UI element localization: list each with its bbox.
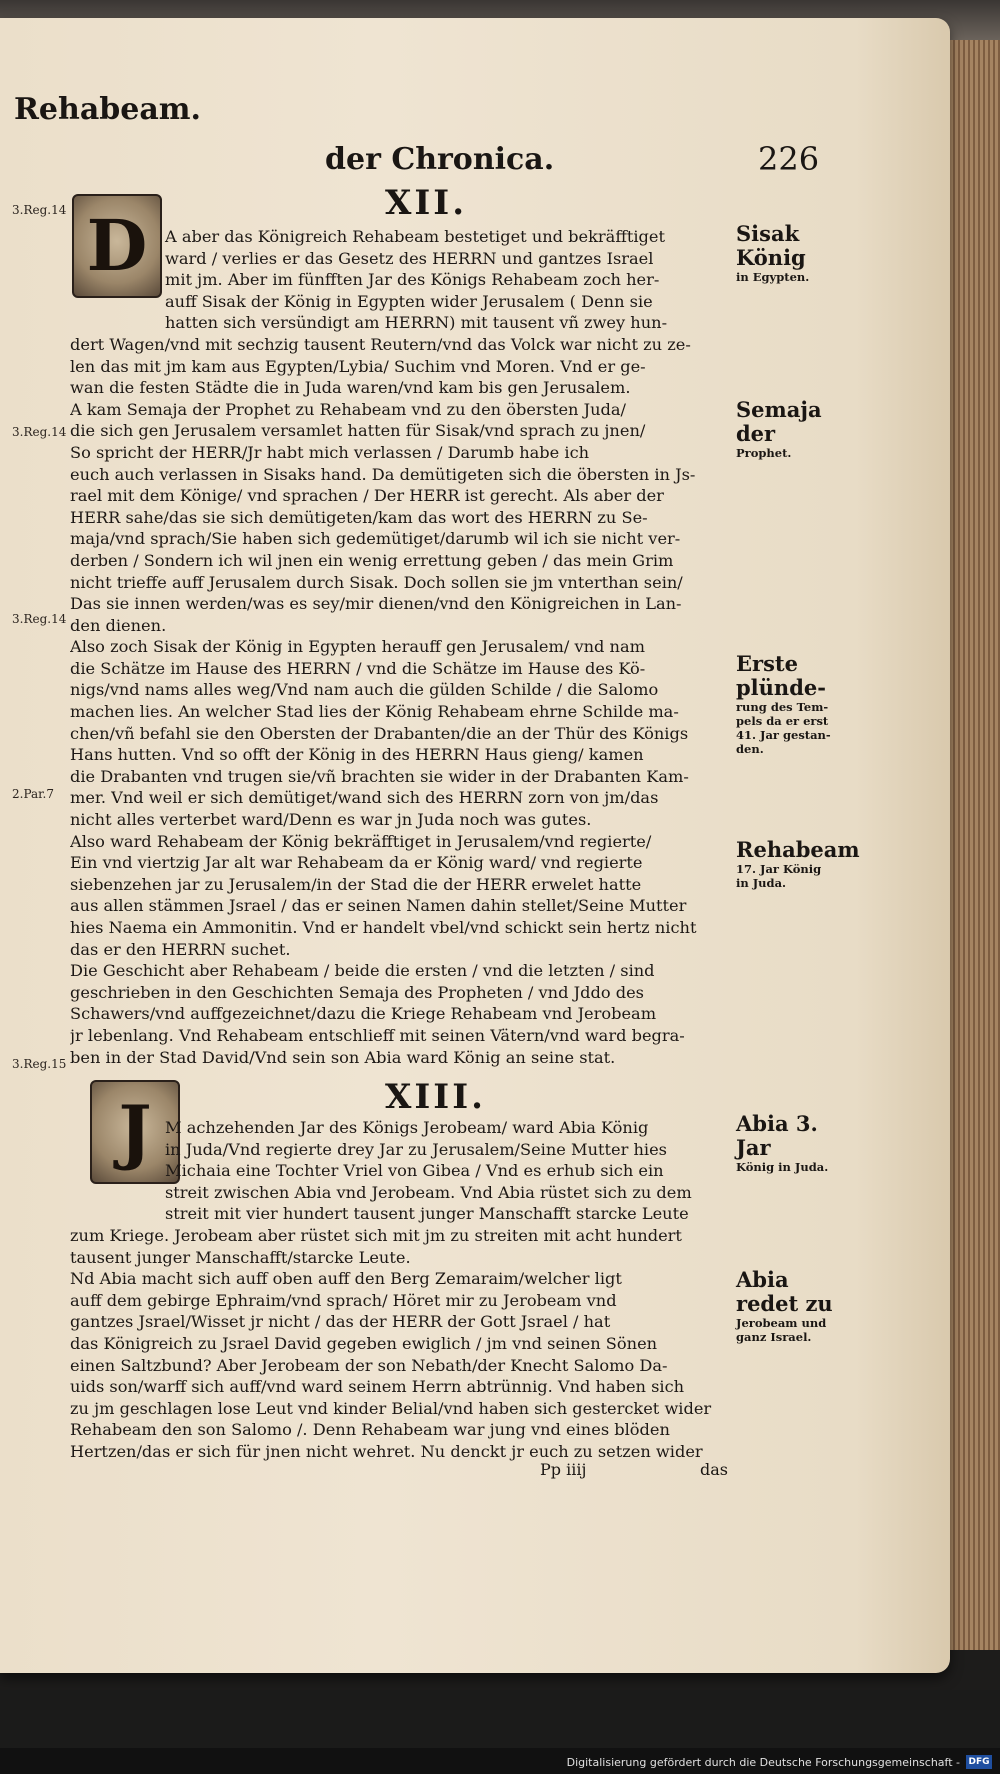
text-line: nicht alles verterbet ward/Denn es war jn Juda noch was gutes. (70, 810, 592, 830)
text-line: ward / verlies er das Gesetz des HERRN und gantzes Israel (165, 248, 654, 268)
gloss-sub: 17. Jar König in Juda. (736, 862, 822, 890)
text-line: auff dem gebirge Ephraim/vnd sprach/ Höret mir zu Jerobeam vnd (70, 1290, 617, 1310)
chapter-xiii-text (70, 1117, 735, 1463)
gloss-title: Semaja der (736, 397, 822, 446)
text-line: die Schätze im Hause des HERRN / vnd die Schätze im Hause des Kö- (70, 658, 646, 678)
signature-mark: Pp iiij (540, 1460, 587, 1479)
chapter-heading-xii: XII. (385, 183, 468, 223)
text-line: die Drabanten vnd trugen sie/vñ brachten sie wider in der Drabanten Kam- (70, 766, 689, 786)
margin-gloss-sisak (736, 222, 856, 284)
text-line: hies Naema ein Ammonitin. Vnd er handelt vbel/vnd schickt sein hertz nicht (70, 918, 697, 937)
gloss-sub: Jerobeam und ganz Israel. (736, 1316, 827, 1344)
margin-gloss-pluenderung (736, 652, 856, 756)
text-line: Also zoch Sisak der König in Egypten herauff gen Jerusalem/ vnd nam (70, 637, 645, 657)
gloss-title: Abia redet zu (736, 1267, 833, 1316)
text-line: streit zwischen Abia vnd Jerobeam. Vnd Abia rüstet sich zu dem (165, 1182, 692, 1202)
text-line: HERR sahe/das sie sich demütigeten/kam das wort des HERRN zu Se- (70, 507, 648, 527)
margin-ref-5: 3.Reg.15 (12, 1057, 67, 1071)
text-line: maja/vnd sprach/Sie haben sich gedemütiget/darumb wil ich sie nicht ver- (70, 529, 681, 549)
gloss-title: Rehabeam (736, 837, 860, 862)
text-line: Hans hutten. Vnd so offt der König in des HERRN Haus gieng/ kamen (70, 745, 644, 765)
text-line: zum Kriege. Jerobeam aber rüstet sich mit jm zu streiten mit acht hundert (70, 1225, 682, 1245)
margin-ref-1: 3.Reg.14 (12, 203, 67, 217)
text-line: geschrieben in den Geschichten Semaja des Propheten / vnd Jddo des (70, 982, 644, 1002)
text-line: den dienen. (70, 615, 167, 635)
gloss-title: Erste plünde- (736, 651, 826, 700)
text-line: M achzehenden Jar des Königs Jerobeam/ ward Abia König (165, 1118, 649, 1137)
margin-gloss-abia (736, 1112, 856, 1174)
margin-ref-2: 3.Reg.14 (12, 425, 67, 439)
text-line: das Königreich zu Jsrael David gegeben ewiglich / jm vnd seinen Sönen (70, 1333, 658, 1353)
text-line: streit mit vier hundert tausent junger Manschafft starcke Leute (165, 1204, 689, 1224)
footer-credit: Digitalisierung gefördert durch die Deutsche Forschungsgemeinschaft - (566, 1756, 960, 1769)
gloss-title: Sisak König (736, 221, 806, 270)
page-number: 226 (758, 140, 820, 178)
text-line: Die Geschicht aber Rehabeam / beide die ersten / vnd die letzten / sind (70, 961, 655, 981)
gloss-sub: Prophet. (736, 446, 792, 460)
text-line: machen lies. An welcher Stad lies der König Rehabeam ehrne Schilde ma- (70, 702, 679, 722)
margin-gloss-semaja (736, 398, 856, 460)
text-line: derben / Sondern ich wil jnen ein wenig errettung geben / das mein Grim (70, 550, 674, 570)
text-line: euch auch verlassen in Sisaks hand. Da demütigeten sich die öbersten in Js- (70, 464, 696, 484)
text-line: mer. Vnd weil er sich demütiget/wand sich des HERRN zorn von jm/das (70, 788, 659, 808)
text-line: Nd Abia macht sich auff oben auff den Berg Zemaraim/welcher ligt (70, 1269, 622, 1289)
text-line: Rehabeam den son Salomo /. Denn Rehabeam war jung vnd eines blöden (70, 1420, 670, 1440)
text-line: Schawers/vnd auffgezeichnet/dazu die Kriege Rehabeam vnd Jerobeam (70, 1004, 657, 1024)
text-line: chen/vñ befahl sie den Obersten der Drabanten/die an der Thür des Königs (70, 723, 689, 743)
text-line: zu jm geschlagen lose Leut vnd kinder Belial/vnd haben sich gestercket wider (70, 1398, 712, 1418)
margin-ref-4: 2.Par.7 (12, 787, 55, 801)
text-line: jr lebenlang. Vnd Rehabeam entschlieff mit seinen Vätern/vnd ward begra- (70, 1025, 685, 1045)
chapter-heading-xiii: XIII. (385, 1077, 486, 1117)
gloss-sub: rung des Tem- pels da er erst 41. Jar gestan- den. (736, 700, 831, 756)
text-line: auff Sisak der König in Egypten wider Jerusalem ( Denn sie (165, 291, 653, 311)
text-line: Michaia eine Tochter Vriel von Gibea / Vnd es erhub sich ein (165, 1161, 664, 1181)
text-line: in Juda/Vnd regierte drey Jar zu Jerusalem/Seine Mutter hies (165, 1139, 667, 1159)
text-line: A aber das Königreich Rehabeam bestetiget und bekräfftiget (165, 227, 665, 246)
text-line: Ein vnd viertzig Jar alt war Rehabeam da er König ward/ vnd regierte (70, 853, 643, 873)
text-line: tausent junger Manschafft/starcke Leute. (70, 1247, 411, 1267)
text-line: A kam Semaja der Prophet zu Rehabeam vnd zu den öbersten Juda/ (70, 399, 626, 419)
running-head: Rehabeam. (14, 92, 201, 127)
text-line: len das mit jm kam aus Egypten/Lybia/ Suchim vnd Moren. Vnd er ge- (70, 356, 646, 376)
gloss-title: Abia 3. Jar (736, 1111, 818, 1160)
text-line: So spricht der HERR/Jr habt mich verlassen / Darumb habe ich (70, 442, 590, 462)
margin-ref-3: 3.Reg.14 (12, 612, 67, 626)
text-line: mit jm. Aber im fünfften Jar des Königs Rehabeam zoch her- (165, 270, 660, 290)
text-line: ben in der Stad David/Vnd sein son Abia ward König an seine stat. (70, 1047, 616, 1067)
text-line: uids son/warff sich auff/vnd ward seinem Herrn abtrünnig. Vnd haben sich (70, 1377, 685, 1397)
margin-gloss-abia-redet (736, 1268, 856, 1344)
decorated-initial-j: J (90, 1080, 180, 1184)
text-line: Also ward Rehabeam der König bekräfftiget in Jerusalem/vnd regierte/ (70, 831, 652, 851)
catchword: das (700, 1460, 728, 1479)
text-line: aus allen stämmen Jsrael / das er seinen Namen dahin stellet/Seine Mutter (70, 896, 687, 916)
text-line: dert Wagen/vnd mit sechzig tausent Reutern/vnd das Volck war nicht zu ze- (70, 334, 691, 354)
header-title: der Chronica. (325, 142, 555, 177)
gloss-sub: König in Juda. (736, 1160, 829, 1174)
text-line: die sich gen Jerusalem versamlet hatten für Sisak/vnd sprach zu jnen/ (70, 421, 646, 441)
chapter-xii-text (70, 226, 735, 1068)
text-line: nigs/vnd nams alles weg/Vnd nam auch die gülden Schilde / die Salomo (70, 680, 659, 700)
decorated-initial-d: D (72, 194, 162, 298)
text-line: wan die festen Städte die in Juda waren/vnd kam bis gen Jerusalem. (70, 378, 631, 398)
margin-gloss-rehabeam (736, 837, 860, 890)
text-line: hatten sich versündigt am HERRN) mit tausent vñ zwey hun- (165, 313, 668, 333)
text-line: einen Saltzbund? Aber Jerobeam der son Nebath/der Knecht Salomo Da- (70, 1355, 668, 1375)
text-line: Hertzen/das er sich für jnen nicht wehret. Nu denckt jr euch zu setzen wider (70, 1441, 703, 1461)
text-line: nicht trieffe auff Jerusalem durch Sisak. Doch sollen sie jm vnterthan sein/ (70, 572, 683, 592)
dfg-logo: DFG (966, 1755, 992, 1769)
text-line: Das sie innen werden/was es sey/mir dienen/vnd den Königreichen in Lan- (70, 594, 682, 614)
text-line: gantzes Jsrael/Wisset jr nicht / das der HERR der Gott Jsrael / hat (70, 1312, 611, 1332)
text-line: rael mit dem Könige/ vnd sprachen / Der HERR ist gerecht. Als aber der (70, 486, 664, 506)
text-line: das er den HERRN suchet. (70, 939, 291, 959)
text-line: siebenzehen jar zu Jerusalem/in der Stad die der HERR erwelet hatte (70, 874, 642, 894)
gloss-sub: in Egypten. (736, 270, 810, 284)
